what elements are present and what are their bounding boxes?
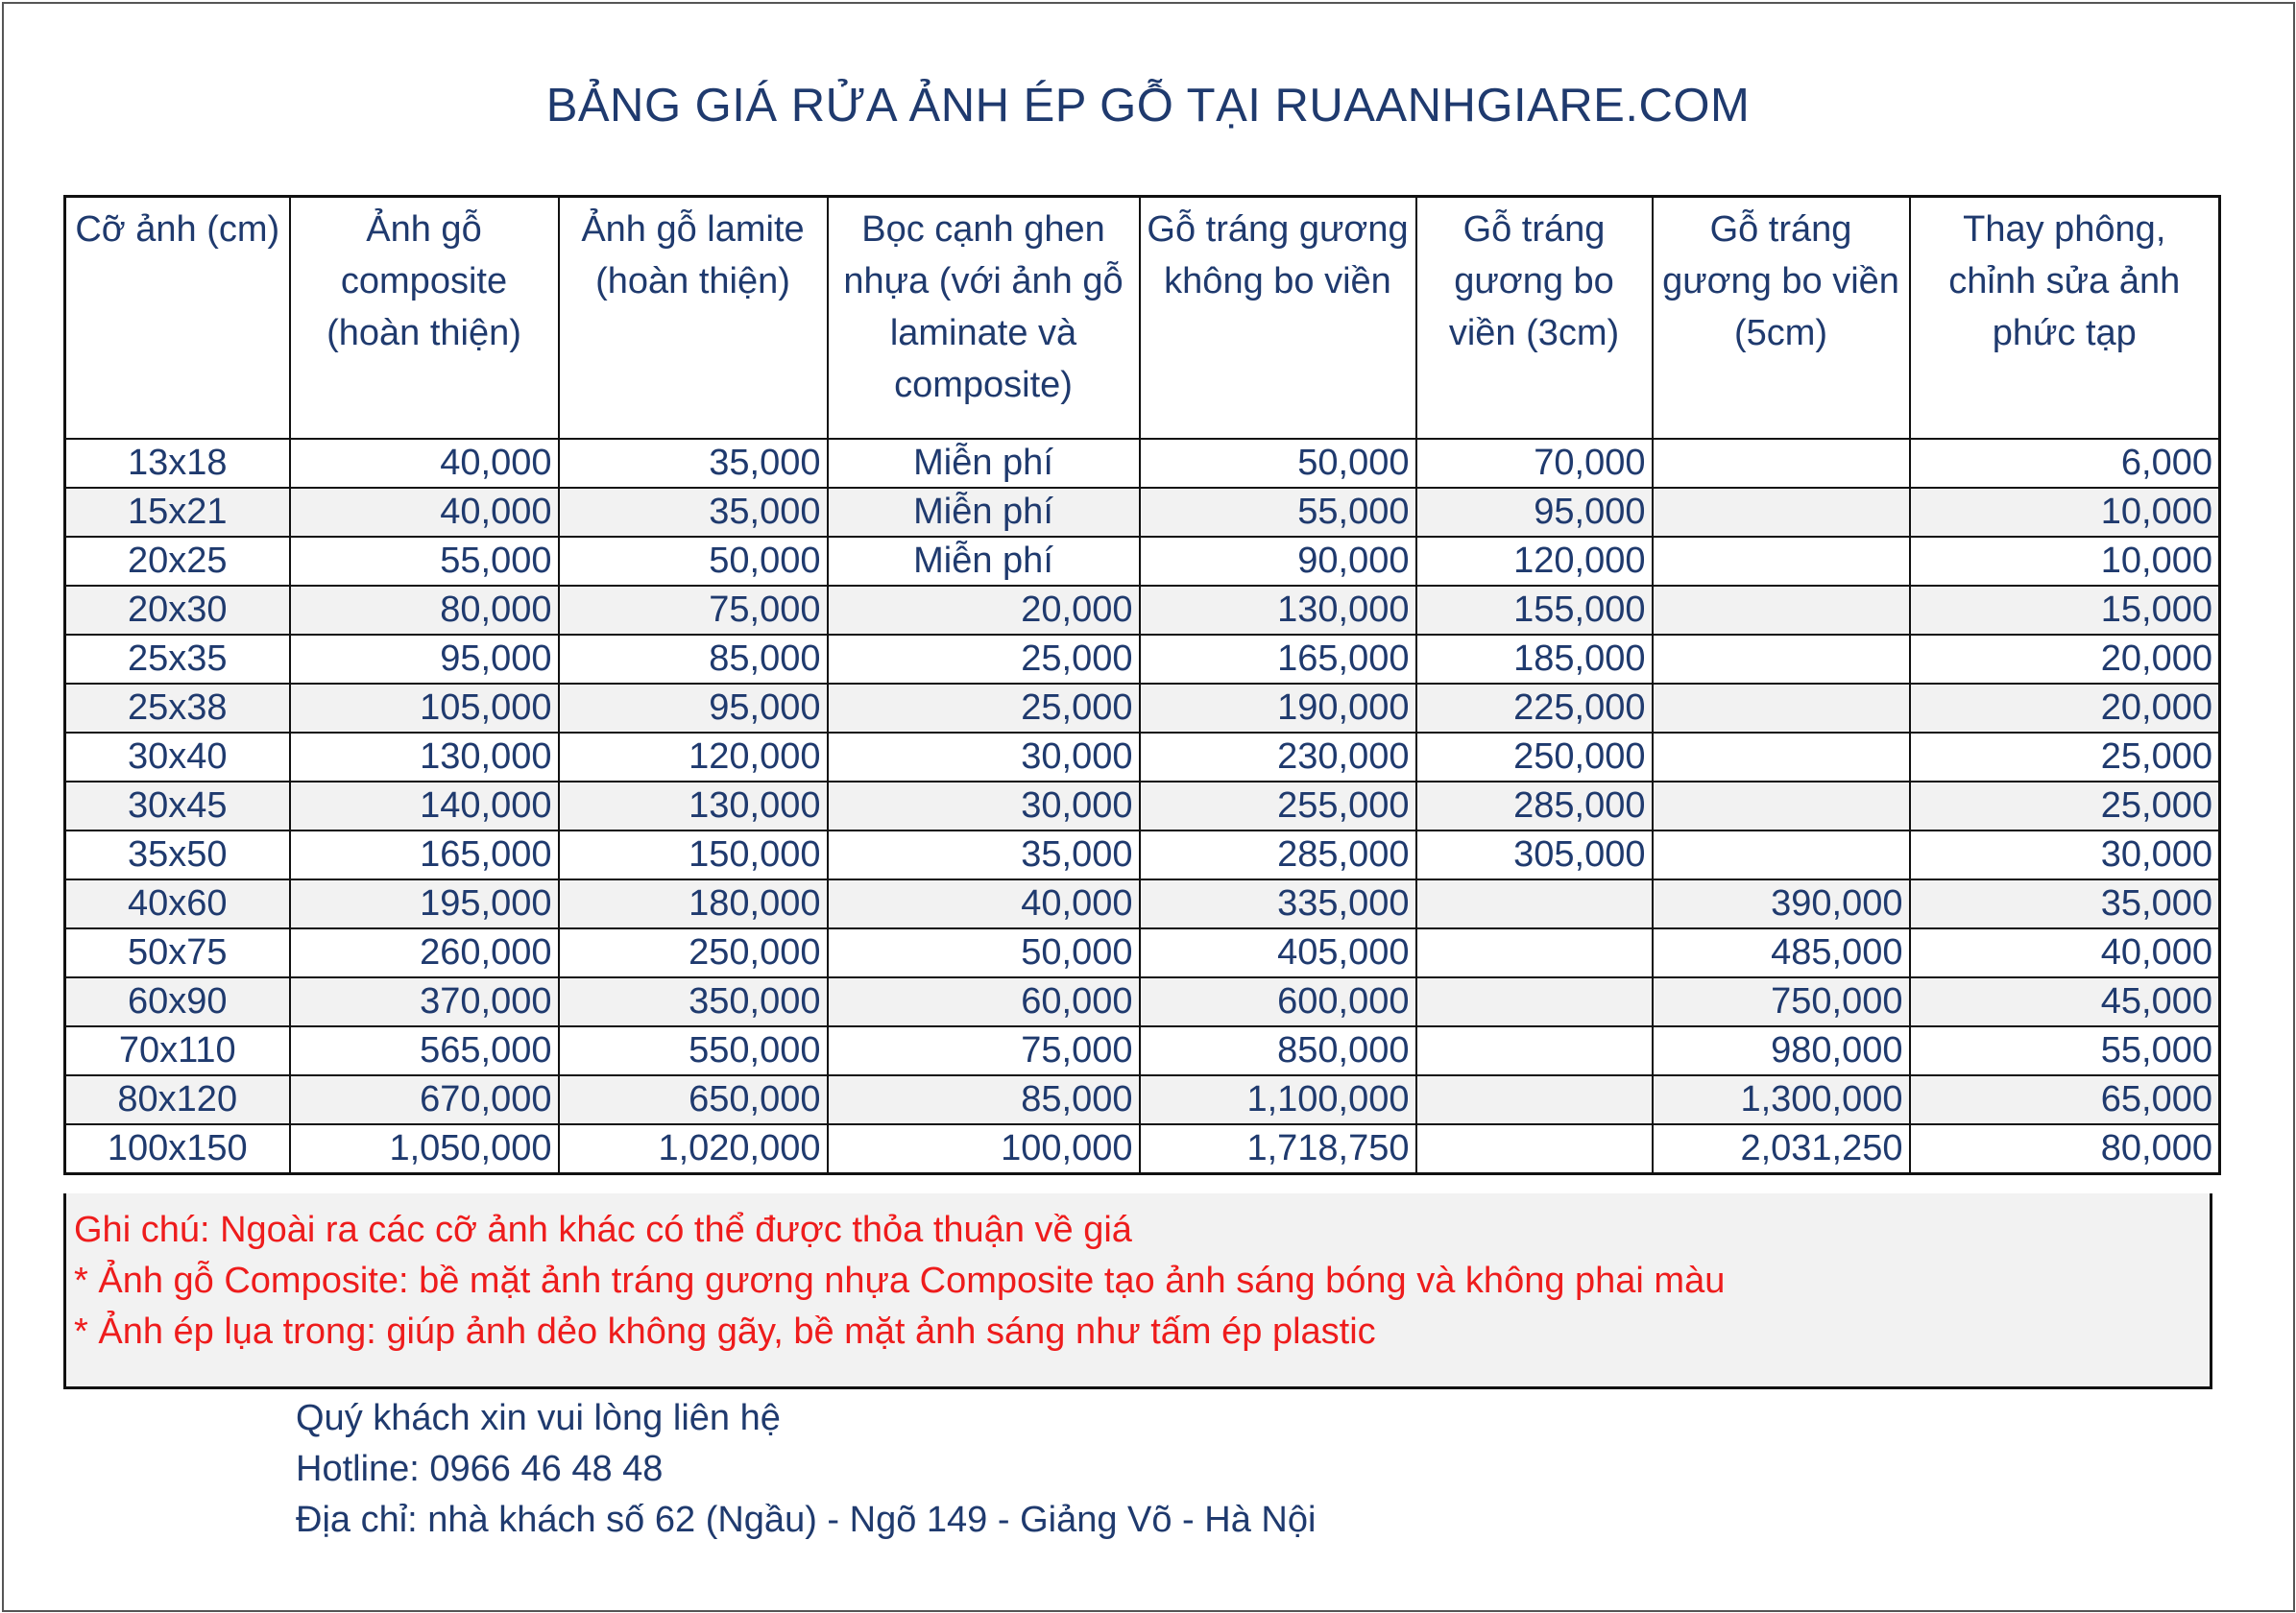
cell-mirror-border-3cm (1416, 977, 1653, 1026)
cell-mirror-border-3cm: 95,000 (1416, 488, 1653, 537)
table-row (65, 977, 2220, 1026)
cell-lamite: 120,000 (559, 733, 828, 782)
cell-mirror-border-5cm (1653, 537, 1910, 586)
cell-size: 50x75 (65, 928, 290, 977)
cell-mirror-border-5cm (1653, 439, 1910, 488)
header-edge-wrap: Bọc cạnh ghen nhựa (với ảnh gỗ laminate và composite) (828, 197, 1140, 440)
cell-size: 70x110 (65, 1026, 290, 1075)
contact-address: Địa chỉ: nhà khách số 62 (Ngầu) - Ngõ 149 - Giảng Võ - Hà Nội (296, 1500, 1317, 1540)
cell-lamite: 1,020,000 (559, 1124, 828, 1174)
cell-composite: 95,000 (290, 635, 559, 684)
note-general: Ghi chú: Ngoài ra các cỡ ảnh khác có thể được thỏa thuận về giá (74, 1210, 1132, 1250)
cell-size: 25x35 (65, 635, 290, 684)
cell-lamite: 35,000 (559, 488, 828, 537)
cell-composite: 1,050,000 (290, 1124, 559, 1174)
cell-size: 15x21 (65, 488, 290, 537)
cell-mirror-border-5cm (1653, 782, 1910, 831)
header-mirror-border-5cm: Gỗ tráng gương bo viền (5cm) (1653, 197, 1910, 440)
table-row (65, 831, 2220, 879)
cell-mirror-no-border: 1,718,750 (1140, 1124, 1416, 1174)
table-row (65, 928, 2220, 977)
table-row (65, 537, 2220, 586)
cell-mirror-border-3cm: 305,000 (1416, 831, 1653, 879)
cell-size: 40x60 (65, 879, 290, 928)
header-mirror-border-3cm: Gỗ tráng gương bo viền (3cm) (1416, 197, 1653, 440)
cell-photo-editing: 6,000 (1910, 439, 2220, 488)
table-row (65, 782, 2220, 831)
cell-composite: 40,000 (290, 488, 559, 537)
cell-mirror-border-3cm (1416, 879, 1653, 928)
cell-size: 20x30 (65, 586, 290, 635)
cell-mirror-border-3cm: 225,000 (1416, 684, 1653, 733)
contact-info (296, 1393, 1316, 1546)
cell-lamite: 250,000 (559, 928, 828, 977)
cell-lamite: 75,000 (559, 586, 828, 635)
cell-edge-wrap: 50,000 (828, 928, 1140, 977)
cell-edge-wrap: 100,000 (828, 1124, 1140, 1174)
cell-mirror-no-border: 600,000 (1140, 977, 1416, 1026)
cell-lamite: 85,000 (559, 635, 828, 684)
cell-mirror-border-5cm: 390,000 (1653, 879, 1910, 928)
cell-mirror-border-3cm (1416, 1026, 1653, 1075)
cell-mirror-no-border: 190,000 (1140, 684, 1416, 733)
cell-lamite: 180,000 (559, 879, 828, 928)
cell-mirror-no-border: 285,000 (1140, 831, 1416, 879)
cell-mirror-no-border: 50,000 (1140, 439, 1416, 488)
cell-size: 25x38 (65, 684, 290, 733)
cell-mirror-border-5cm: 750,000 (1653, 977, 1910, 1026)
cell-mirror-border-5cm: 980,000 (1653, 1026, 1910, 1075)
cell-mirror-border-3cm (1416, 1124, 1653, 1174)
cell-size: 30x40 (65, 733, 290, 782)
cell-mirror-border-5cm (1653, 586, 1910, 635)
cell-photo-editing: 25,000 (1910, 733, 2220, 782)
cell-edge-wrap: 20,000 (828, 586, 1140, 635)
cell-edge-wrap: 30,000 (828, 782, 1140, 831)
table-row (65, 684, 2220, 733)
cell-mirror-border-3cm: 285,000 (1416, 782, 1653, 831)
price-table-body (65, 439, 2220, 1174)
table-row (65, 586, 2220, 635)
cell-edge-wrap: 30,000 (828, 733, 1140, 782)
cell-composite: 55,000 (290, 537, 559, 586)
table-header-row (65, 197, 2220, 440)
cell-mirror-border-5cm: 2,031,250 (1653, 1124, 1910, 1174)
cell-composite: 565,000 (290, 1026, 559, 1075)
cell-photo-editing: 20,000 (1910, 635, 2220, 684)
cell-mirror-border-3cm: 155,000 (1416, 586, 1653, 635)
cell-size: 13x18 (65, 439, 290, 488)
table-row (65, 439, 2220, 488)
cell-mirror-border-3cm (1416, 1075, 1653, 1124)
cell-mirror-no-border: 405,000 (1140, 928, 1416, 977)
cell-edge-wrap: 60,000 (828, 977, 1140, 1026)
cell-composite: 260,000 (290, 928, 559, 977)
cell-lamite: 550,000 (559, 1026, 828, 1075)
cell-composite: 140,000 (290, 782, 559, 831)
cell-mirror-border-3cm: 70,000 (1416, 439, 1653, 488)
table-row (65, 879, 2220, 928)
cell-photo-editing: 30,000 (1910, 831, 2220, 879)
cell-mirror-border-3cm: 185,000 (1416, 635, 1653, 684)
cell-edge-wrap: Miễn phí (828, 488, 1140, 537)
cell-edge-wrap: Miễn phí (828, 439, 1140, 488)
cell-size: 80x120 (65, 1075, 290, 1124)
cell-mirror-no-border: 1,100,000 (1140, 1075, 1416, 1124)
header-mirror-no-border: Gỗ tráng gương không bo viền (1140, 197, 1416, 440)
cell-size: 60x90 (65, 977, 290, 1026)
cell-photo-editing: 25,000 (1910, 782, 2220, 831)
note-composite: * Ảnh gỗ Composite: bề mặt ảnh tráng gương nhựa Composite tạo ảnh sáng bóng và không phai màu (74, 1261, 1726, 1301)
cell-lamite: 150,000 (559, 831, 828, 879)
note-silk-lamination: * Ảnh ép lụa trong: giúp ảnh dẻo không gãy, bề mặt ảnh sáng như tấm ép plastic (74, 1312, 1376, 1352)
table-row (65, 635, 2220, 684)
cell-lamite: 130,000 (559, 782, 828, 831)
cell-photo-editing: 55,000 (1910, 1026, 2220, 1075)
cell-mirror-border-5cm: 1,300,000 (1653, 1075, 1910, 1124)
cell-mirror-border-5cm (1653, 635, 1910, 684)
cell-composite: 370,000 (290, 977, 559, 1026)
cell-mirror-border-5cm: 485,000 (1653, 928, 1910, 977)
cell-composite: 40,000 (290, 439, 559, 488)
cell-edge-wrap: 85,000 (828, 1075, 1140, 1124)
cell-composite: 165,000 (290, 831, 559, 879)
cell-photo-editing: 15,000 (1910, 586, 2220, 635)
price-table (63, 195, 2221, 1175)
cell-photo-editing: 45,000 (1910, 977, 2220, 1026)
cell-photo-editing: 40,000 (1910, 928, 2220, 977)
contact-hotline: Hotline: 0966 46 48 48 (296, 1449, 664, 1489)
cell-photo-editing: 10,000 (1910, 488, 2220, 537)
header-lamite: Ảnh gỗ lamite (hoàn thiện) (559, 197, 828, 440)
table-row (65, 1124, 2220, 1174)
cell-mirror-no-border: 165,000 (1140, 635, 1416, 684)
cell-mirror-border-5cm (1653, 831, 1910, 879)
cell-edge-wrap: 40,000 (828, 879, 1140, 928)
cell-lamite: 35,000 (559, 439, 828, 488)
cell-photo-editing: 80,000 (1910, 1124, 2220, 1174)
cell-mirror-no-border: 55,000 (1140, 488, 1416, 537)
cell-mirror-border-5cm (1653, 488, 1910, 537)
cell-photo-editing: 20,000 (1910, 684, 2220, 733)
table-row (65, 733, 2220, 782)
cell-composite: 80,000 (290, 586, 559, 635)
table-row (65, 488, 2220, 537)
cell-mirror-border-3cm (1416, 928, 1653, 977)
page-title: BẢNG GIÁ RỬA ẢNH ÉP GỖ TẠI RUAANHGIARE.COM (545, 80, 1751, 132)
cell-edge-wrap: Miễn phí (828, 537, 1140, 586)
cell-composite: 105,000 (290, 684, 559, 733)
table-row (65, 1026, 2220, 1075)
cell-composite: 130,000 (290, 733, 559, 782)
cell-mirror-no-border: 335,000 (1140, 879, 1416, 928)
cell-mirror-no-border: 255,000 (1140, 782, 1416, 831)
cell-lamite: 95,000 (559, 684, 828, 733)
header-composite: Ảnh gỗ composite (hoàn thiện) (290, 197, 559, 440)
notes-box (63, 1193, 2212, 1389)
cell-edge-wrap: 25,000 (828, 684, 1140, 733)
cell-edge-wrap: 25,000 (828, 635, 1140, 684)
contact-intro: Quý khách xin vui lòng liên hệ (296, 1398, 781, 1438)
cell-size: 35x50 (65, 831, 290, 879)
cell-photo-editing: 65,000 (1910, 1075, 2220, 1124)
cell-photo-editing: 35,000 (1910, 879, 2220, 928)
cell-size: 30x45 (65, 782, 290, 831)
table-row (65, 1075, 2220, 1124)
header-size: Cỡ ảnh (cm) (65, 197, 290, 440)
cell-lamite: 350,000 (559, 977, 828, 1026)
cell-mirror-no-border: 130,000 (1140, 586, 1416, 635)
cell-composite: 670,000 (290, 1075, 559, 1124)
cell-composite: 195,000 (290, 879, 559, 928)
cell-mirror-border-5cm (1653, 684, 1910, 733)
cell-mirror-border-5cm (1653, 733, 1910, 782)
cell-edge-wrap: 35,000 (828, 831, 1140, 879)
cell-edge-wrap: 75,000 (828, 1026, 1140, 1075)
cell-mirror-border-3cm: 120,000 (1416, 537, 1653, 586)
cell-lamite: 50,000 (559, 537, 828, 586)
cell-mirror-no-border: 230,000 (1140, 733, 1416, 782)
cell-size: 20x25 (65, 537, 290, 586)
header-photo-editing: Thay phông, chỉnh sửa ảnh phức tạp (1910, 197, 2220, 440)
cell-mirror-border-3cm: 250,000 (1416, 733, 1653, 782)
cell-photo-editing: 10,000 (1910, 537, 2220, 586)
cell-mirror-no-border: 850,000 (1140, 1026, 1416, 1075)
cell-mirror-no-border: 90,000 (1140, 537, 1416, 586)
cell-size: 100x150 (65, 1124, 290, 1174)
cell-lamite: 650,000 (559, 1075, 828, 1124)
